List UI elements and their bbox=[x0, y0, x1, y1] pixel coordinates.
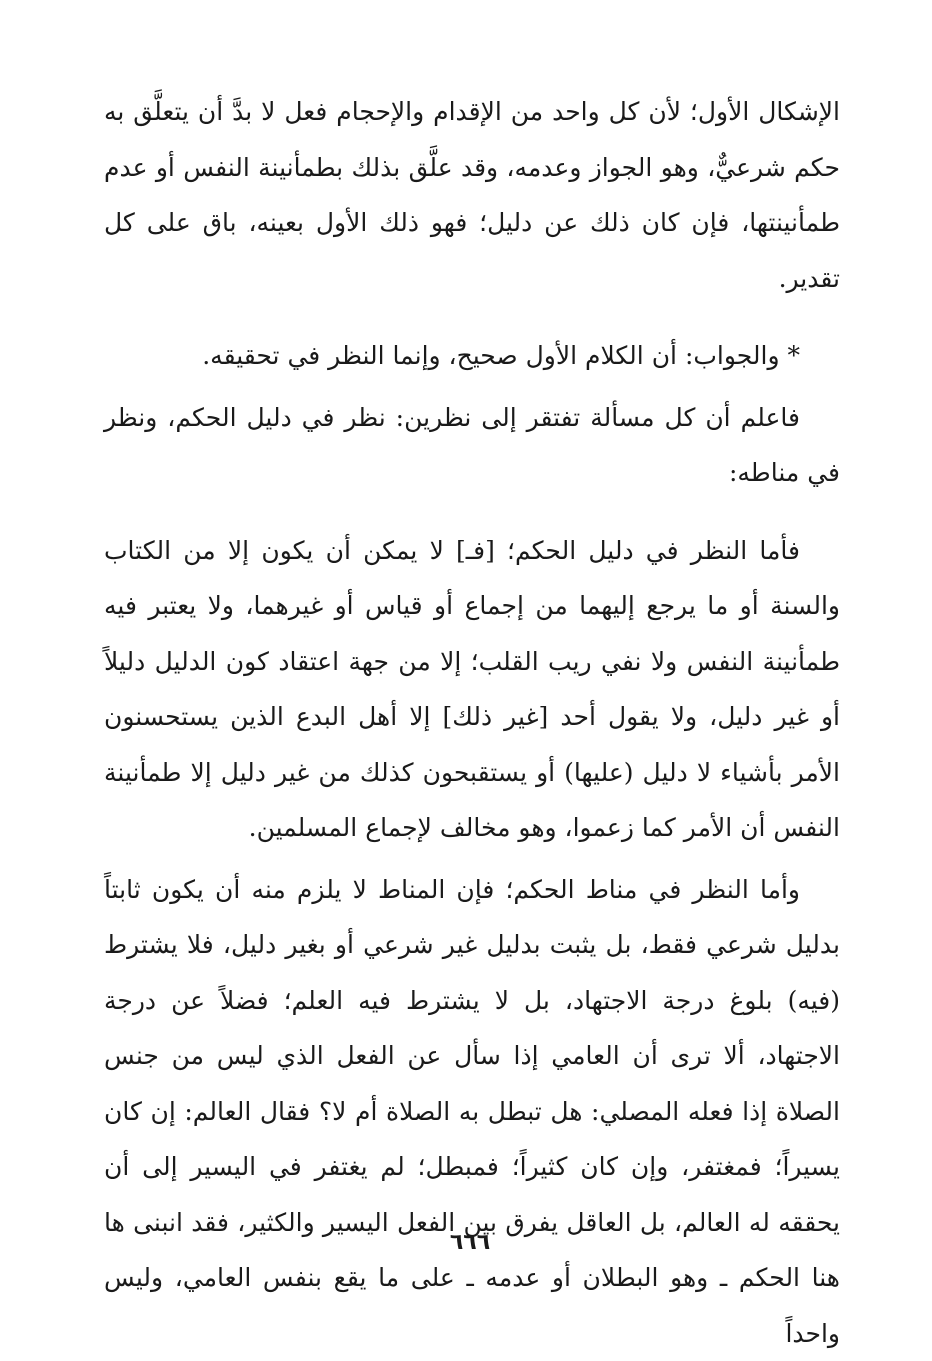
page-footer bbox=[0, 1230, 932, 1255]
page-body bbox=[104, 84, 840, 1361]
paragraph-objection: الإشكال الأول؛ لأن كل واحد من الإقدام والإحجام فعل لا بدَّ أن يتعلَّق به حكم شرعيٌّ، وهو الجواز وعدمه، وقد علَّق بذلك بطمأنينة النفس أو عدم طمأنينتها، فإن كان ذلك عن دليل؛ فهو ذلك الأول بعينه، باق على كل تقدير. bbox=[104, 84, 840, 306]
paragraph-evidence-view: فأما النظر في دليل الحكم؛ [فـ] لا يمكن أن يكون إلا من الكتاب والسنة أو ما يرجع إليهما من إجماع أو قياس أو غيرهما، ولا يعتبر فيه طمأنينة النفس ولا نفي ريب القلب؛ إلا من جهة اعتقاد كون الدليل دليلاً أو غير دليل، ولا يقول أحد [غير ذلك] إلا أهل البدع الذين يستحسنون الأمر بأشياء لا دليل (عليها) أو يستقبحون كذلك من غير دليل إلا طمأنينة النفس أن الأمر كما زعموا، وهو مخالف لإجماع المسلمين. bbox=[104, 523, 840, 856]
page-number: ٦٦٦ bbox=[442, 1230, 490, 1255]
paragraph-basis-view: وأما النظر في مناط الحكم؛ فإن المناط لا يلزم منه أن يكون ثابتاً بدليل شرعي فقط، بل يثبت بدليل غير شرعي أو بغير دليل، فلا يشترط (فيه) بلوغ درجة الاجتهاد، بل لا يشترط فيه العلم؛ فضلاً عن درجة الاجتهاد، ألا ترى أن العامي إذا سأل عن الفعل الذي ليس من جنس الصلاة إذا فعله المصلي: هل تبطل به الصلاة أم لا؟ فقال العالم: إن كان يسيراً؛ فمغتفر، وإن كان كثيراً؛ فمبطل؛ لم يغتفر في اليسير إلى أن يحققه له العالم، بل العاقل يفرق بين الفعل اليسير والكثير، فقد انبنى ها هنا الحكم ـ وهو البطلان أو عدمه ـ على ما يقع بنفس العامي، وليس واحداً bbox=[104, 862, 840, 1361]
paragraph-two-views: فاعلم أن كل مسألة تفتقر إلى نظرين: نظر في دليل الحكم، ونظر في مناطه: bbox=[104, 390, 840, 501]
paragraph-answer: * والجواب: أن الكلام الأول صحيح، وإنما النظر في تحقيقه. bbox=[104, 328, 840, 384]
